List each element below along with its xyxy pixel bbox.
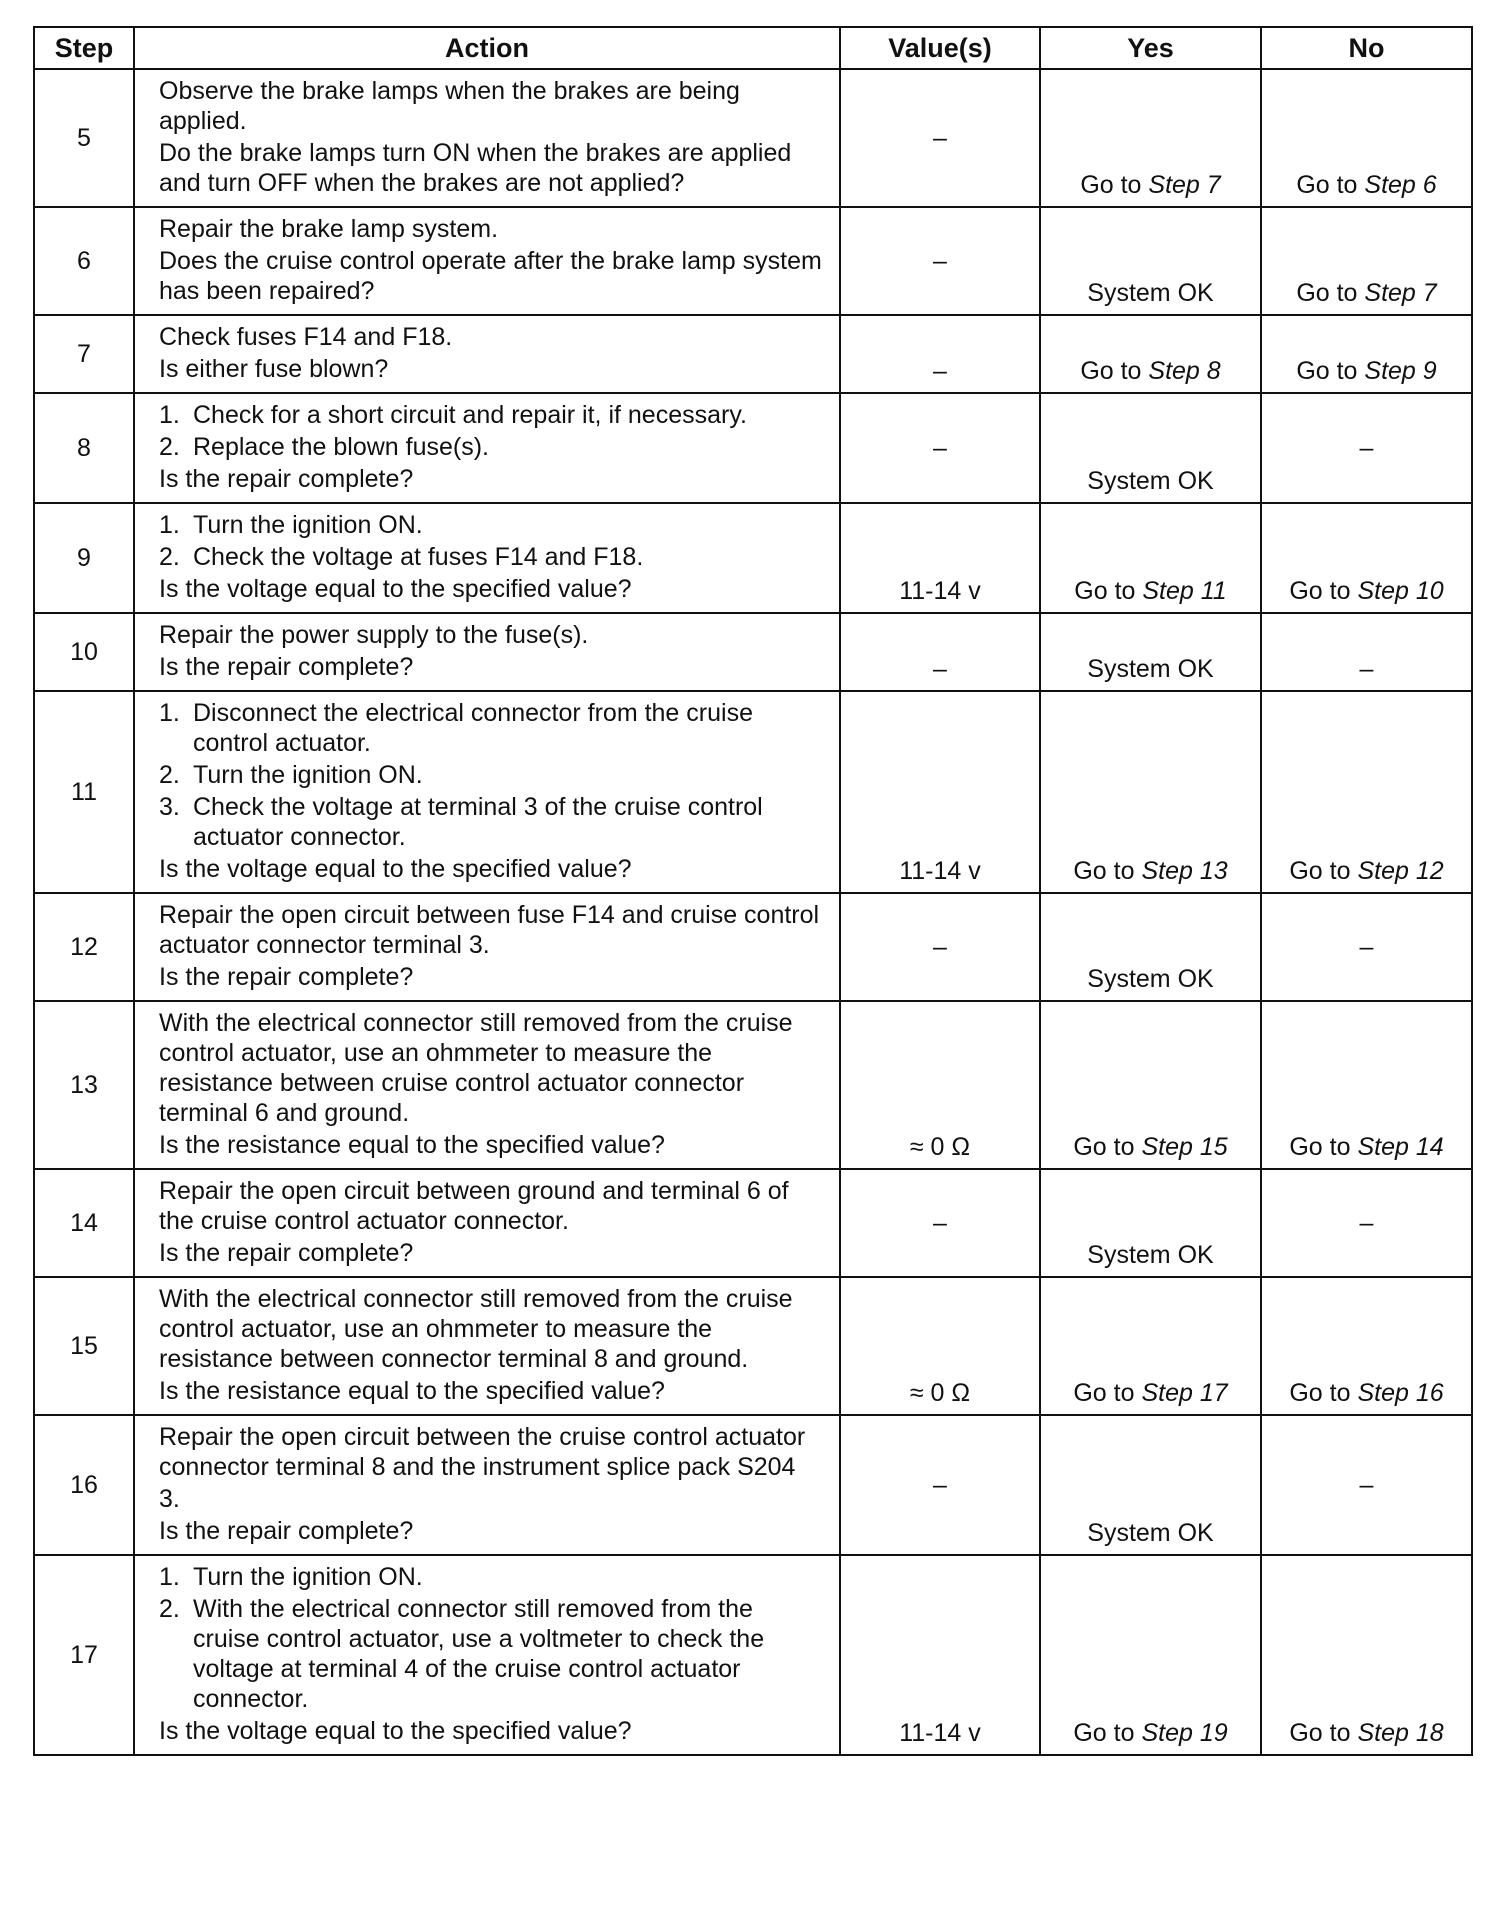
step-number: 6 (34, 207, 134, 315)
step-number: 13 (34, 1001, 134, 1169)
step-number: 7 (34, 315, 134, 393)
step-reference: Step 13 (1141, 857, 1228, 885)
list-number: 1. (159, 511, 180, 539)
action-list-item (159, 1562, 825, 1592)
list-number: 1. (159, 401, 180, 429)
step-reference: Step 10 (1357, 577, 1444, 605)
list-text: Turn the ignition ON. (193, 761, 423, 789)
value-cell: – (840, 893, 1040, 1001)
list-text: Disconnect the electrical connector from the cruise control actuator. (193, 699, 753, 757)
header-values: Value(s) (840, 27, 1040, 69)
table-row (34, 503, 1472, 613)
result-text: – (1359, 655, 1374, 683)
result-text: Go to (1073, 1133, 1142, 1161)
result-text: Go to (1080, 357, 1149, 385)
result-text: Go to (1296, 279, 1365, 307)
table-row (34, 1169, 1472, 1277)
action-text: Repair the brake lamp system. (159, 215, 499, 243)
yes-cell (1040, 503, 1261, 613)
step-reference: Step 14 (1357, 1133, 1444, 1161)
header-no: No (1261, 27, 1472, 69)
action-question: Is the resistance equal to the specified value? (159, 1131, 665, 1159)
action-question: Is the repair complete? (159, 465, 414, 493)
list-text: Replace the blown fuse(s). (193, 433, 489, 461)
yes-cell (1040, 207, 1261, 315)
step-number: 17 (34, 1555, 134, 1755)
action-question: Is the voltage equal to the specified value? (159, 575, 632, 603)
yes-cell (1040, 1277, 1261, 1415)
table-row (34, 613, 1472, 691)
yes-cell (1040, 893, 1261, 1001)
header-row (34, 27, 1472, 69)
result-text: System OK (1087, 965, 1214, 993)
step-number: 10 (34, 613, 134, 691)
result-text: Go to (1073, 1379, 1142, 1407)
result-text: Go to (1289, 1379, 1358, 1407)
action-question: Is the repair complete? (159, 963, 414, 991)
step-number: 15 (34, 1277, 134, 1415)
action-cell (134, 1001, 840, 1169)
no-cell (1261, 613, 1472, 691)
value-cell: 11-14 v (840, 1555, 1040, 1755)
result-text: System OK (1087, 279, 1214, 307)
action-cell (134, 1169, 840, 1277)
table-row (34, 691, 1472, 893)
action-list-item (159, 432, 825, 462)
step-reference: Step 15 (1141, 1133, 1228, 1161)
action-list-item (159, 698, 825, 758)
result-text: Go to (1074, 577, 1143, 605)
step-number: 16 (34, 1415, 134, 1555)
result-text: – (1359, 1471, 1374, 1499)
list-text: With the electrical connector still removed from the cruise control actuator, use a voltmeter to check the voltage at terminal 4 of the cruise control actuator connector. (193, 1595, 765, 1713)
step-reference: Step 7 (1364, 279, 1437, 307)
result-text: Go to (1080, 171, 1149, 199)
list-text: Turn the ignition ON. (193, 511, 423, 539)
step-number: 11 (34, 691, 134, 893)
action-question: Is the voltage equal to the specified value? (159, 1717, 632, 1745)
step-number: 12 (34, 893, 134, 1001)
result-text: Go to (1289, 1719, 1358, 1747)
yes-cell (1040, 1415, 1261, 1555)
action-text: Repair the open circuit between the cruise control actuator connector terminal 8 and the instrument splice pack S204 (159, 1423, 806, 1481)
no-cell (1261, 1001, 1472, 1169)
value-cell: ≈ 0 Ω (840, 1001, 1040, 1169)
list-number: 2. (159, 543, 180, 571)
no-cell (1261, 315, 1472, 393)
action-text: Repair the power supply to the fuse(s). (159, 621, 589, 649)
step-reference: Step 19 (1141, 1719, 1228, 1747)
no-cell (1261, 1415, 1472, 1555)
action-text: 3. (159, 1485, 180, 1513)
table-row (34, 207, 1472, 315)
action-question: Is either fuse blown? (159, 355, 389, 383)
table-row (34, 1001, 1472, 1169)
action-cell (134, 503, 840, 613)
header-step: Step (34, 27, 134, 69)
action-question: Is the repair complete? (159, 653, 414, 681)
action-text: Observe the brake lamps when the brakes are being applied. (159, 77, 740, 135)
result-text: Go to (1073, 857, 1142, 885)
no-cell (1261, 1169, 1472, 1277)
list-number: 1. (159, 699, 180, 727)
value-cell: ≈ 0 Ω (840, 1277, 1040, 1415)
step-reference: Step 16 (1357, 1379, 1444, 1407)
list-number: 2. (159, 433, 180, 461)
step-reference: Step 18 (1357, 1719, 1444, 1747)
step-reference: Step 12 (1357, 857, 1444, 885)
action-cell (134, 691, 840, 893)
list-number: 1. (159, 1563, 180, 1591)
action-text: Check fuses F14 and F18. (159, 323, 453, 351)
action-list-item (159, 542, 825, 572)
action-text: Repair the open circuit between ground and terminal 6 of the cruise control actuator connector. (159, 1177, 789, 1235)
step-number: 5 (34, 69, 134, 207)
step-reference: Step 11 (1142, 577, 1227, 605)
value-cell: 11-14 v (840, 503, 1040, 613)
action-cell (134, 1555, 840, 1755)
action-list-item (159, 792, 825, 852)
table-row (34, 1555, 1472, 1755)
action-cell (134, 1415, 840, 1555)
value-cell: – (840, 393, 1040, 503)
table-row (34, 393, 1472, 503)
action-question: Is the voltage equal to the specified value? (159, 855, 632, 883)
value-cell: – (840, 1415, 1040, 1555)
step-number: 14 (34, 1169, 134, 1277)
action-cell (134, 1277, 840, 1415)
value-cell: – (840, 1169, 1040, 1277)
yes-cell (1040, 691, 1261, 893)
no-cell (1261, 69, 1472, 207)
table-row (34, 69, 1472, 207)
yes-cell (1040, 1169, 1261, 1277)
action-cell (134, 893, 840, 1001)
result-text: – (1359, 933, 1374, 961)
list-number: 2. (159, 1595, 180, 1623)
action-question: Does the cruise control operate after the brake lamp system has been repaired? (159, 247, 822, 305)
result-text: System OK (1087, 1241, 1214, 1269)
step-reference: Step 8 (1148, 357, 1221, 385)
yes-cell (1040, 1555, 1261, 1755)
result-text: Go to (1073, 1719, 1142, 1747)
action-list-item (159, 760, 825, 790)
table-body (34, 69, 1472, 1755)
list-text: Check the voltage at fuses F14 and F18. (193, 543, 644, 571)
action-question: Is the repair complete? (159, 1517, 414, 1545)
step-reference: Step 7 (1148, 171, 1221, 199)
value-cell: 11-14 v (840, 691, 1040, 893)
result-text: System OK (1087, 1519, 1214, 1547)
action-text: With the electrical connector still removed from the cruise control actuator, use an ohmmeter to measure the resistance between cruise control actuator connector terminal 6 and ground. (159, 1009, 793, 1127)
result-text: – (1359, 434, 1374, 462)
yes-cell (1040, 1001, 1261, 1169)
table-row (34, 315, 1472, 393)
yes-cell (1040, 393, 1261, 503)
step-reference: Step 17 (1141, 1379, 1228, 1407)
action-cell (134, 207, 840, 315)
step-reference: Step 6 (1364, 171, 1437, 199)
action-list-item (159, 400, 825, 430)
no-cell (1261, 893, 1472, 1001)
action-text: With the electrical connector still removed from the cruise control actuator, use an ohmmeter to measure the resistance between connector terminal 8 and ground. (159, 1285, 793, 1373)
header-action: Action (134, 27, 840, 69)
result-text: Go to (1296, 357, 1365, 385)
no-cell (1261, 503, 1472, 613)
list-text: Check the voltage at terminal 3 of the cruise control actuator connector. (193, 793, 763, 851)
step-reference: Step 9 (1364, 357, 1437, 385)
action-question: Is the resistance equal to the specified value? (159, 1377, 665, 1405)
yes-cell (1040, 315, 1261, 393)
action-question: Do the brake lamps turn ON when the brakes are applied and turn OFF when the brakes are not applied? (159, 139, 792, 197)
action-cell (134, 69, 840, 207)
step-number: 8 (34, 393, 134, 503)
value-cell: – (840, 315, 1040, 393)
action-list-item (159, 1594, 825, 1714)
yes-cell (1040, 69, 1261, 207)
action-cell (134, 315, 840, 393)
result-text: Go to (1296, 171, 1365, 199)
action-question: Is the repair complete? (159, 1239, 414, 1267)
step-number: 9 (34, 503, 134, 613)
header-yes: Yes (1040, 27, 1261, 69)
list-text: Check for a short circuit and repair it, if necessary. (193, 401, 747, 429)
result-text: System OK (1087, 467, 1214, 495)
list-number: 3. (159, 793, 180, 821)
action-cell (134, 613, 840, 691)
yes-cell (1040, 613, 1261, 691)
result-text: System OK (1087, 655, 1214, 683)
no-cell (1261, 691, 1472, 893)
table-row (34, 1277, 1472, 1415)
no-cell (1261, 207, 1472, 315)
action-list-item (159, 510, 825, 540)
table-row (34, 893, 1472, 1001)
action-text: Repair the open circuit between fuse F14 and cruise control actuator connector terminal 3. (159, 901, 820, 959)
no-cell (1261, 1277, 1472, 1415)
result-text: Go to (1289, 577, 1358, 605)
result-text: Go to (1289, 1133, 1358, 1161)
list-number: 2. (159, 761, 180, 789)
list-text: Turn the ignition ON. (193, 1563, 423, 1591)
diagnostic-table-document (33, 26, 1471, 1756)
value-cell: – (840, 613, 1040, 691)
table-row (34, 1415, 1472, 1555)
result-text: Go to (1289, 857, 1358, 885)
result-text: – (1359, 1209, 1374, 1237)
action-cell (134, 393, 840, 503)
value-cell: – (840, 69, 1040, 207)
no-cell (1261, 393, 1472, 503)
value-cell: – (840, 207, 1040, 315)
no-cell (1261, 1555, 1472, 1755)
diagnostic-table (33, 26, 1473, 1756)
